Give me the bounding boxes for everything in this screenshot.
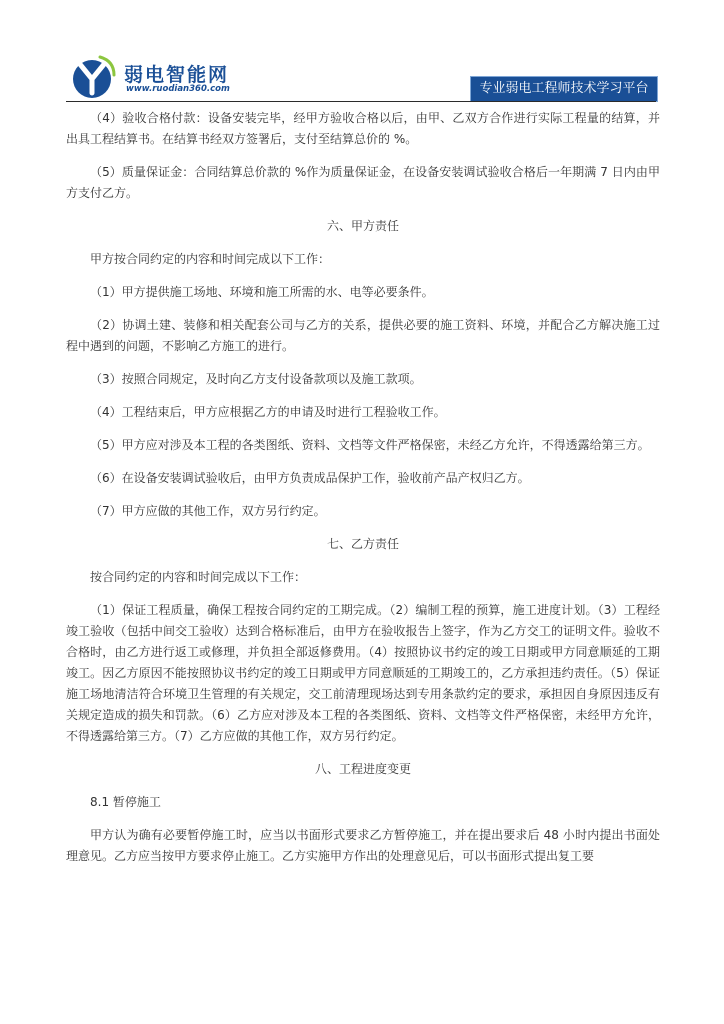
paragraph-quality-deposit: （5）质量保证金：合同结算总价款的 %作为质量保证金，在设备安装调试验收合格后一年期满 7 日内由甲方支付乙方。	[66, 165, 660, 200]
paragraph-party-b-items: （1）保证工程质量，确保工程按合同约定的工期完成。（2）编制工程的预算，施工进度计划。（3）工程经竣工验收（包括中间交工验收）达到合格标准后，由甲方在验收报告上签字，作为乙方交工的证明文件。验收不合格时，由乙方进行返工或修理，并负担全部返修费用。（4）按照协议书约定的竣工日期或甲方同意顺延的工期竣工。因乙方原因不能按照协议书约定的竣工日期或甲方同意顺延的工期竣工的，乙方承担违约责任。（5）保证施工场地清洁符合环境卫生管理的有关规定，交工前清理现场达到专用条款约定的要求，承担因自身原因违反有关规定造成的损失和罚款。（6）乙方应对涉及本工程的各类图纸、资料、文档等文件严格保密，未经甲方允许，不得透露给第三方。（7）乙方应做的其他工作，双方另行约定。	[66, 603, 660, 743]
logo-icon	[70, 55, 118, 99]
paragraph-party-a-item-5: （5）甲方应对涉及本工程的各类图纸、资料、文档等文件严格保密，未经乙方允许，不得透露给第三方。	[90, 438, 650, 452]
section-heading-party-b: 七、乙方责任	[326, 537, 399, 551]
brand-url[interactable]: www.ruodian360.com	[126, 84, 230, 94]
header-divider	[66, 101, 656, 102]
paragraph-party-a-item-7: （7）甲方应做的其他工作，双方另行约定。	[90, 504, 326, 518]
slogan-banner: 专业弱电工程师技术学习平台	[470, 76, 658, 102]
paragraph-suspension: 甲方认为确有必要暂停施工时，应当以书面形式要求乙方暂停施工，并在提出要求后 48 小时内提出书面处理意见。乙方应当按甲方要求停止施工。乙方实施甲方作出的处理意见后，可以书面形式提出复工要	[66, 828, 660, 863]
paragraph-party-a-intro: 甲方按合同约定的内容和时间完成以下工作：	[90, 252, 331, 266]
paragraph-party-b-intro: 按合同约定的内容和时间完成以下工作：	[90, 570, 307, 584]
paragraph-party-a-item-3: （3）按照合同规定，及时向乙方支付设备款项以及施工款项。	[90, 372, 422, 386]
document-body	[66, 108, 660, 867]
brand-name: 弱电智能网	[124, 64, 230, 86]
section-heading-party-a: 六、甲方责任	[326, 219, 399, 233]
paragraph-party-a-item-1: （1）甲方提供施工场地、环境和施工所需的水、电等必要条件。	[90, 285, 434, 299]
paragraph-party-a-item-4: （4）工程结束后，甲方应根据乙方的申请及时进行工程验收工作。	[90, 405, 446, 419]
paragraph-party-a-item-6: （6）在设备安装调试验收后，由甲方负责成品保护工作，验收前产品产权归乙方。	[90, 471, 530, 485]
page-header	[0, 0, 724, 104]
subheading-suspension: 8.1 暂停施工	[90, 795, 161, 809]
section-heading-schedule-change: 八、工程进度变更	[314, 762, 411, 776]
paragraph-acceptance-payment: （4）验收合格付款：设备安装完毕，经甲方验收合格以后，由甲、乙双方合作进行实际工程量的结算，并出具工程结算书。在结算书经双方签署后，支付至结算总价的 %。	[66, 111, 660, 146]
paragraph-party-a-item-2: （2）协调土建、装修和相关配套公司与乙方的关系，提供必要的施工资料、环境，并配合乙方解决施工过程中遇到的问题，不影响乙方施工的进行。	[66, 318, 660, 353]
